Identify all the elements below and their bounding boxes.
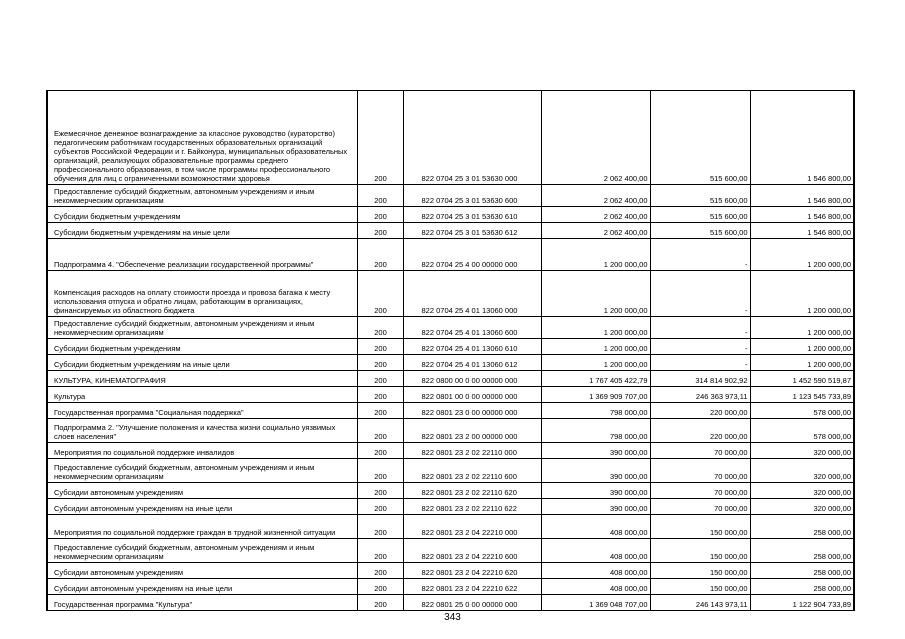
row-classification: 822 0801 23 0 00 00000 000 [403,403,541,419]
row-approved-amount: 390 000,00 [541,499,650,515]
row-code: 200 [357,185,403,207]
row-name: Субсидии бюджетным учреждениям на иные цели [47,223,357,239]
row-name: Государственная программа "Культура" [47,595,357,611]
row-approved-amount: 798 000,00 [541,419,650,443]
row-executed-amount: 515 600,00 [650,223,750,239]
row-classification: 822 0801 23 2 02 22110 620 [403,483,541,499]
row-unexecuted-amount: 320 000,00 [750,499,854,515]
row-unexecuted-amount: 258 000,00 [750,515,854,539]
table-row [47,185,854,207]
row-classification: 822 0801 25 0 00 00000 000 [403,595,541,611]
row-classification: 822 0704 25 3 01 53630 610 [403,207,541,223]
row-approved-amount: 2 062 400,00 [541,91,650,185]
row-executed-amount: 246 143 973,11 [650,595,750,611]
table-row [47,91,854,185]
row-executed-amount: 515 600,00 [650,207,750,223]
row-code: 200 [357,271,403,317]
row-code: 200 [357,355,403,371]
row-unexecuted-amount: 1 200 000,00 [750,355,854,371]
row-classification: 822 0704 25 4 01 13060 610 [403,339,541,355]
row-name: Подпрограмма 2. "Улучшение положения и качества жизни социально уязвимых слоев населения" [47,419,357,443]
row-executed-amount: - [650,355,750,371]
row-executed-amount: 515 600,00 [650,91,750,185]
table-row [47,371,854,387]
row-unexecuted-amount: 1 200 000,00 [750,339,854,355]
row-code: 200 [357,403,403,419]
table-row [47,563,854,579]
budget-table-sheet [46,90,853,611]
row-approved-amount: 390 000,00 [541,443,650,459]
row-code: 200 [357,91,403,185]
row-unexecuted-amount: 578 000,00 [750,403,854,419]
row-classification: 822 0801 23 2 04 22210 620 [403,563,541,579]
table-row [47,483,854,499]
row-executed-amount: 150 000,00 [650,563,750,579]
row-approved-amount: 1 200 000,00 [541,339,650,355]
row-code: 200 [357,563,403,579]
row-code: 200 [357,459,403,483]
row-unexecuted-amount: 258 000,00 [750,579,854,595]
row-classification: 822 0800 00 0 00 00000 000 [403,371,541,387]
table-row [47,515,854,539]
row-executed-amount: 220 000,00 [650,403,750,419]
row-name: Мероприятия по социальной поддержке инвалидов [47,443,357,459]
row-name: Субсидии бюджетным учреждениям [47,207,357,223]
row-approved-amount: 1 200 000,00 [541,239,650,271]
table-row [47,403,854,419]
budget-table-body [47,91,854,611]
table-row [47,499,854,515]
table-row [47,355,854,371]
page-number: 343 [444,612,461,623]
row-approved-amount: 1 200 000,00 [541,355,650,371]
row-unexecuted-amount: 1 200 000,00 [750,239,854,271]
row-code: 200 [357,483,403,499]
row-name: Субсидии бюджетным учреждениям [47,339,357,355]
table-row [47,443,854,459]
table-row [47,419,854,443]
row-unexecuted-amount: 1 546 800,00 [750,223,854,239]
row-name: Предоставление субсидий бюджетным, автономным учреждениям и иным некоммерческим организациям [47,185,357,207]
row-unexecuted-amount: 1 546 800,00 [750,207,854,223]
row-executed-amount: 150 000,00 [650,579,750,595]
row-classification: 822 0704 25 3 01 53630 000 [403,91,541,185]
row-classification: 822 0801 23 2 00 00000 000 [403,419,541,443]
row-unexecuted-amount: 1 546 800,00 [750,185,854,207]
row-name: Субсидии автономным учреждениям [47,483,357,499]
table-row [47,459,854,483]
row-classification: 822 0704 25 4 01 13060 600 [403,317,541,339]
row-code: 200 [357,207,403,223]
row-executed-amount: 70 000,00 [650,499,750,515]
row-name: Мероприятия по социальной поддержке граждан в трудной жизненной ситуации [47,515,357,539]
row-code: 200 [357,223,403,239]
row-classification: 822 0704 25 3 01 53630 612 [403,223,541,239]
row-name: КУЛЬТУРА, КИНЕМАТОГРАФИЯ [47,371,357,387]
table-row [47,239,854,271]
row-classification: 822 0801 23 2 02 22110 622 [403,499,541,515]
row-unexecuted-amount: 1 200 000,00 [750,317,854,339]
table-row [47,595,854,611]
row-code: 200 [357,499,403,515]
row-approved-amount: 408 000,00 [541,515,650,539]
row-executed-amount: 220 000,00 [650,419,750,443]
row-approved-amount: 1 369 909 707,00 [541,387,650,403]
row-classification: 822 0801 23 2 04 22210 600 [403,539,541,563]
row-name: Субсидии автономным учреждениям на иные цели [47,499,357,515]
row-name: Культура [47,387,357,403]
table-row [47,539,854,563]
row-approved-amount: 408 000,00 [541,563,650,579]
row-unexecuted-amount: 1 546 800,00 [750,91,854,185]
row-classification: 822 0801 23 2 04 22210 000 [403,515,541,539]
row-unexecuted-amount: 258 000,00 [750,539,854,563]
row-approved-amount: 2 062 400,00 [541,207,650,223]
row-name: Компенсация расходов на оплату стоимости проезда и провоза багажа к месту использования отпуска и обратно лицам, работающим в организациях, финансируемых из областного бюджета [47,271,357,317]
row-name: Предоставление субсидий бюджетным, автономным учреждениям и иным некоммерческим организациям [47,539,357,563]
row-classification: 822 0704 25 4 01 13060 612 [403,355,541,371]
row-approved-amount: 390 000,00 [541,459,650,483]
row-code: 200 [357,539,403,563]
row-code: 200 [357,419,403,443]
row-classification: 822 0704 25 3 01 53630 600 [403,185,541,207]
row-name: Ежемесячное денежное вознаграждение за классное руководство (кураторство) педагогическим работникам государственных образовательных организаций субъектов Российской Федерации и г. Байконура, муниципальных образовательных организаций, реализующих образовательные программы среднего профессионального образования, в том числе программы профессионального обучения для лиц с ограниченными возможностями здоровья [47,91,357,185]
row-classification: 822 0801 23 2 04 22210 622 [403,579,541,595]
table-row [47,223,854,239]
row-unexecuted-amount: 320 000,00 [750,459,854,483]
row-executed-amount: 314 814 902,92 [650,371,750,387]
table-row [47,579,854,595]
row-code: 200 [357,239,403,271]
row-approved-amount: 2 062 400,00 [541,223,650,239]
row-executed-amount: 150 000,00 [650,539,750,563]
row-executed-amount: - [650,271,750,317]
row-unexecuted-amount: 320 000,00 [750,443,854,459]
row-code: 200 [357,515,403,539]
row-executed-amount: 70 000,00 [650,483,750,499]
row-unexecuted-amount: 1 122 904 733,89 [750,595,854,611]
row-executed-amount: - [650,239,750,271]
row-classification: 822 0704 25 4 01 13060 000 [403,271,541,317]
row-approved-amount: 1 767 405 422,79 [541,371,650,387]
row-unexecuted-amount: 1 452 590 519,87 [750,371,854,387]
row-approved-amount: 2 062 400,00 [541,185,650,207]
row-executed-amount: - [650,317,750,339]
row-approved-amount: 1 200 000,00 [541,317,650,339]
row-classification: 822 0704 25 4 00 00000 000 [403,239,541,271]
row-executed-amount: 150 000,00 [650,515,750,539]
row-code: 200 [357,371,403,387]
row-approved-amount: 408 000,00 [541,539,650,563]
row-unexecuted-amount: 320 000,00 [750,483,854,499]
row-approved-amount: 1 369 048 707,00 [541,595,650,611]
row-name: Государственная программа "Социальная поддержка" [47,403,357,419]
row-approved-amount: 798 000,00 [541,403,650,419]
row-code: 200 [357,579,403,595]
row-code: 200 [357,443,403,459]
row-unexecuted-amount: 578 000,00 [750,419,854,443]
row-approved-amount: 1 200 000,00 [541,271,650,317]
row-executed-amount: 70 000,00 [650,459,750,483]
row-executed-amount: 246 363 973,11 [650,387,750,403]
row-classification: 822 0801 23 2 02 22110 000 [403,443,541,459]
row-code: 200 [357,317,403,339]
budget-table [46,90,855,611]
row-classification: 822 0801 00 0 00 00000 000 [403,387,541,403]
row-code: 200 [357,595,403,611]
row-approved-amount: 408 000,00 [541,579,650,595]
row-executed-amount: - [650,339,750,355]
row-unexecuted-amount: 1 123 545 733,89 [750,387,854,403]
row-name: Субсидии автономным учреждениям [47,563,357,579]
row-code: 200 [357,339,403,355]
row-code: 200 [357,387,403,403]
row-name: Субсидии бюджетным учреждениям на иные цели [47,355,357,371]
table-row [47,339,854,355]
table-row [47,207,854,223]
row-name: Предоставление субсидий бюджетным, автономным учреждениям и иным некоммерческим организациям [47,317,357,339]
row-name: Субсидии автономным учреждениям на иные цели [47,579,357,595]
row-unexecuted-amount: 1 200 000,00 [750,271,854,317]
table-row [47,271,854,317]
row-unexecuted-amount: 258 000,00 [750,563,854,579]
row-classification: 822 0801 23 2 02 22110 600 [403,459,541,483]
row-executed-amount: 515 600,00 [650,185,750,207]
table-row [47,317,854,339]
row-approved-amount: 390 000,00 [541,483,650,499]
row-name: Подпрограмма 4. "Обеспечение реализации государственной программы" [47,239,357,271]
table-row [47,387,854,403]
row-name: Предоставление субсидий бюджетным, автономным учреждениям и иным некоммерческим организациям [47,459,357,483]
row-executed-amount: 70 000,00 [650,443,750,459]
